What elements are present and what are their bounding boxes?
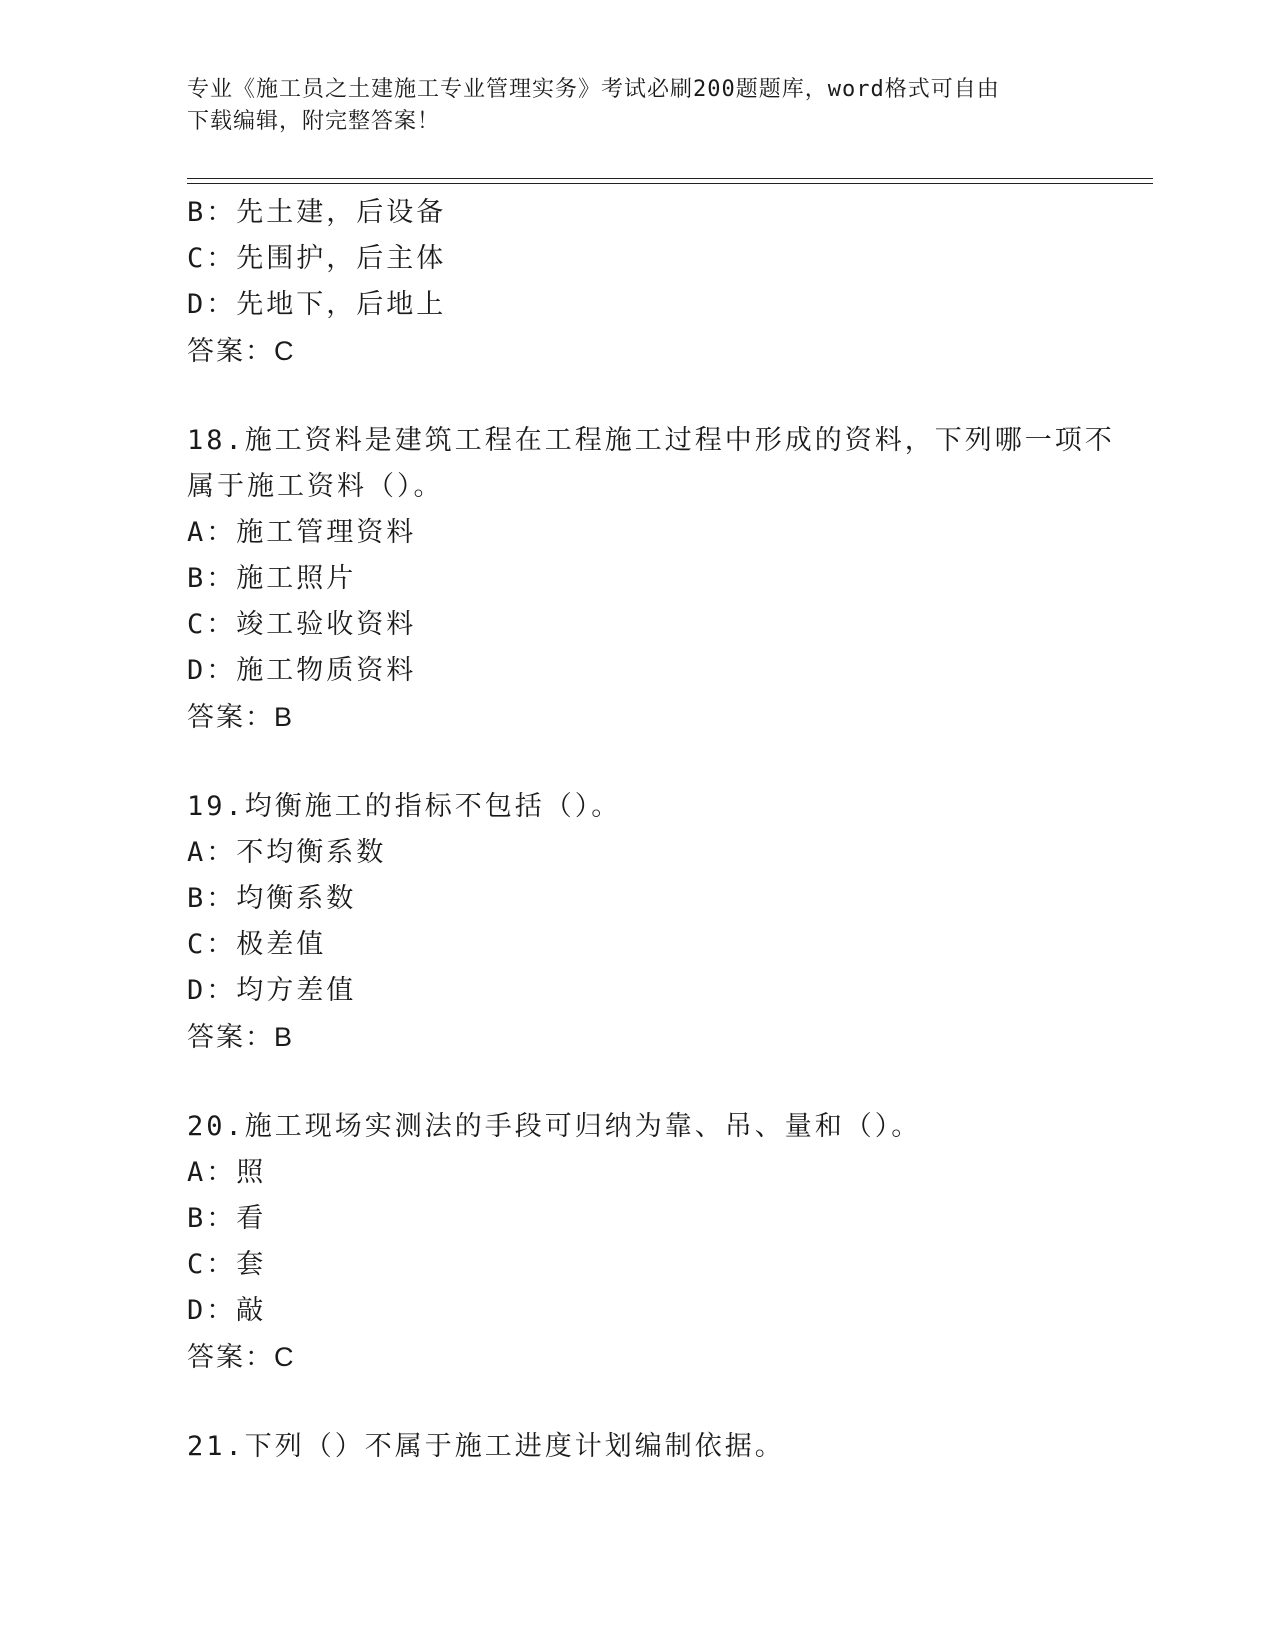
question-stem: 19.均衡施工的指标不包括（）。 (187, 791, 622, 822)
option-d: D：先地下，后地上 (187, 289, 447, 320)
answer: 答案：B (187, 702, 295, 732)
option-c: C：竣工验收资料 (187, 609, 417, 640)
answer: 答案：B (187, 1022, 295, 1052)
question-19 (187, 784, 1087, 1060)
answer: 答案：C (187, 1342, 296, 1372)
option-c: C：极差值 (187, 929, 327, 960)
question-18 (187, 418, 1115, 740)
option-b: B：先土建，后设备 (187, 197, 447, 228)
option-d: D：施工物质资料 (187, 655, 417, 686)
document-body (187, 190, 1115, 1470)
question-stem: 18.施工资料是建筑工程在工程施工过程中形成的资料，下列哪一项不 (187, 425, 1115, 456)
header-line-2: 下载编辑，附完整答案！ (187, 109, 441, 134)
question-stem-continued: 属于施工资料（）。 (187, 471, 444, 502)
option-a: A：施工管理资料 (187, 517, 417, 548)
option-b: B：看 (187, 1203, 267, 1234)
option-b: B：施工照片 (187, 563, 357, 594)
question-17-tail (187, 190, 1087, 374)
option-d: D：均方差值 (187, 975, 357, 1006)
option-a: A：照 (187, 1157, 267, 1188)
header-divider (187, 178, 1153, 184)
option-d: D：敲 (187, 1295, 267, 1326)
header-line-1: 专业《施工员之土建施工专业管理实务》考试必刷200题题库，word格式可自由 (187, 77, 1000, 102)
option-b: B：均衡系数 (187, 883, 357, 914)
page-header (187, 74, 1067, 138)
option-c: C：套 (187, 1249, 267, 1280)
question-stem: 20.施工现场实测法的手段可归纳为靠、吊、量和（）。 (187, 1111, 922, 1142)
answer: 答案：C (187, 336, 296, 366)
question-21 (187, 1424, 1087, 1470)
question-stem: 21.下列（）不属于施工进度计划编制依据。 (187, 1431, 785, 1462)
option-a: A：不均衡系数 (187, 837, 387, 868)
option-c: C：先围护，后主体 (187, 243, 447, 274)
question-20 (187, 1104, 1087, 1380)
